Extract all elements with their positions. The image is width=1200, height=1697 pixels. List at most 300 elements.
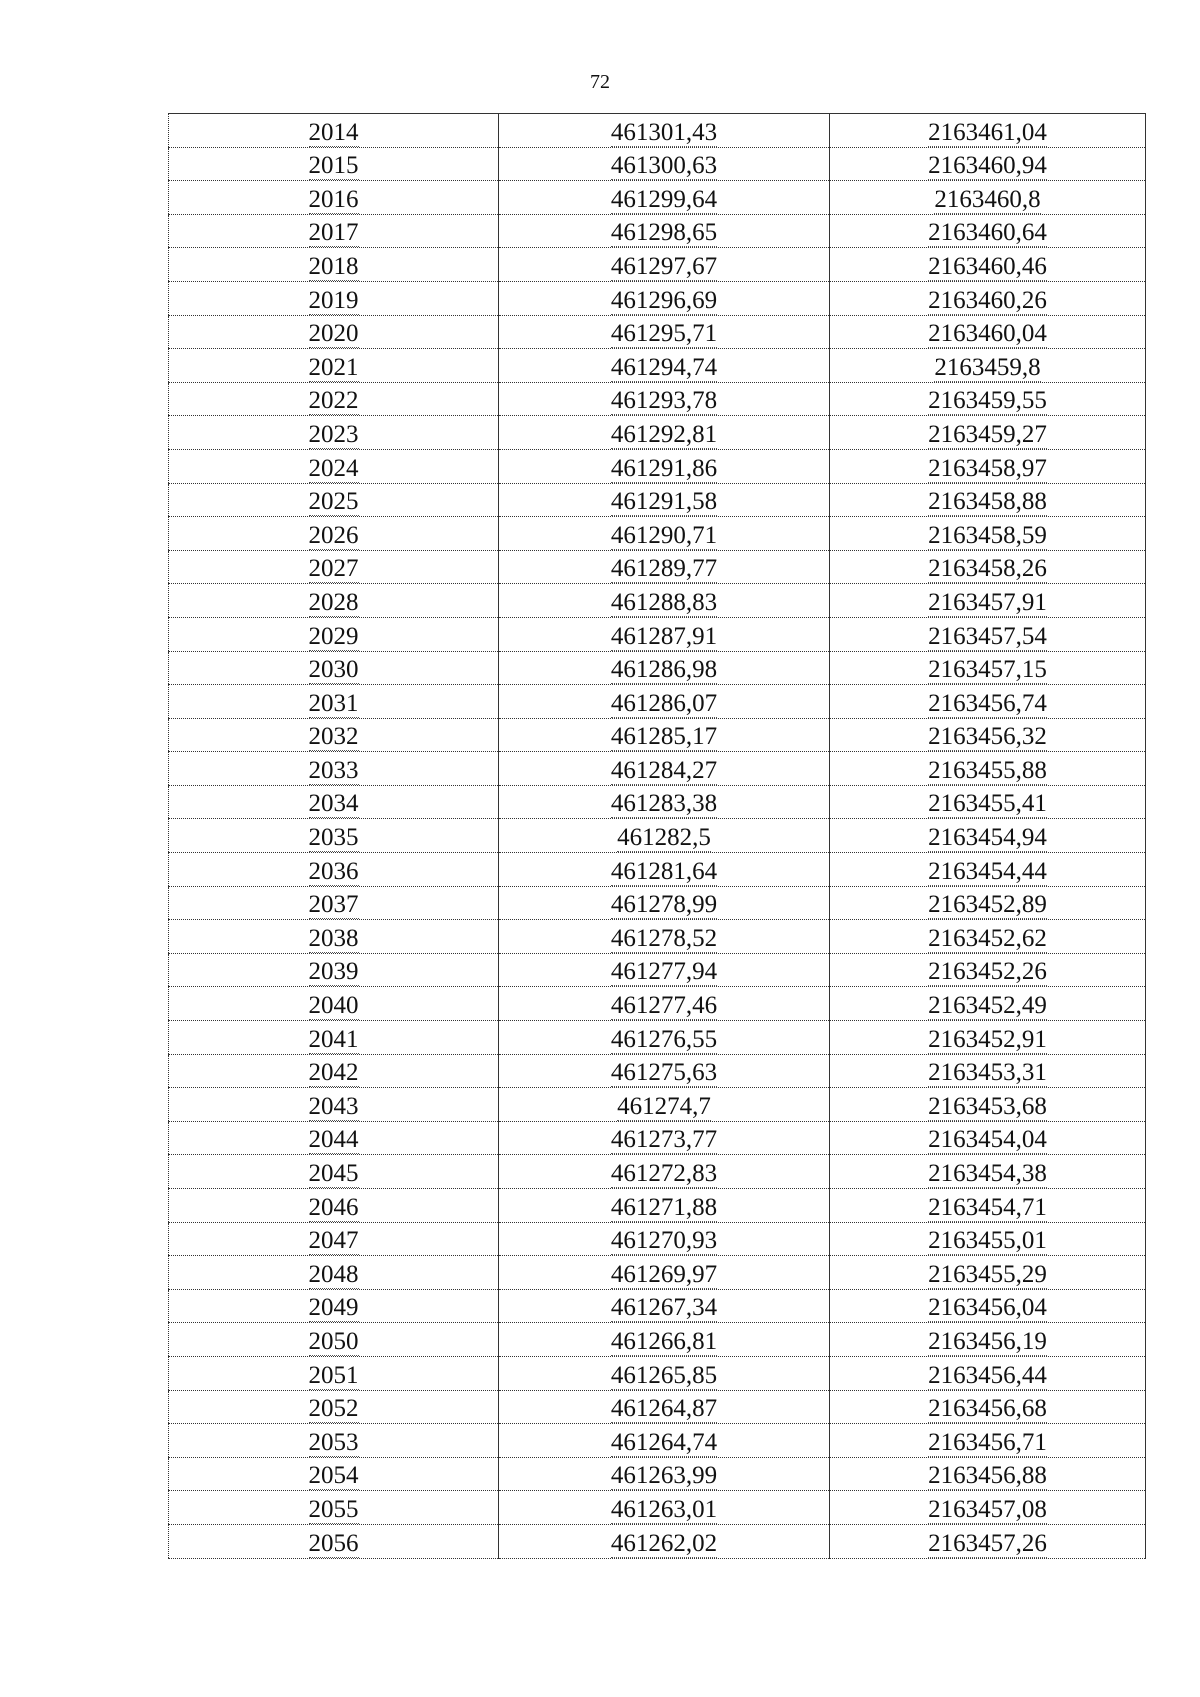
x-coordinate-cell xyxy=(499,214,830,248)
point-number-text: 2043 xyxy=(308,1092,359,1120)
y-coordinate-text: 2163453,31 xyxy=(928,1059,1047,1087)
point-number-text: 2014 xyxy=(308,118,359,146)
y-coordinate-cell xyxy=(830,584,1146,618)
y-coordinate-cell xyxy=(830,1054,1146,1088)
y-coordinate-cell xyxy=(830,953,1146,987)
table-row xyxy=(169,785,1146,819)
table-row xyxy=(169,1323,1146,1357)
x-coordinate-text: 461290,71 xyxy=(610,521,718,549)
point-number-text: 2031 xyxy=(308,689,359,717)
x-coordinate-text: 461300,63 xyxy=(610,152,718,180)
x-coordinate-text: 461274,7 xyxy=(617,1092,711,1120)
x-coordinate-cell xyxy=(499,953,830,987)
point-number-text: 2045 xyxy=(308,1160,359,1187)
point-number-cell xyxy=(169,1289,499,1323)
point-number-text: 2025 xyxy=(308,488,359,516)
y-coordinate-text: 2163455,01 xyxy=(928,1227,1047,1255)
y-coordinate-cell xyxy=(830,785,1146,819)
y-coordinate-text: 2163460,8 xyxy=(934,185,1041,213)
x-coordinate-text: 461277,46 xyxy=(610,992,718,1020)
y-coordinate-cell xyxy=(830,1121,1146,1155)
x-coordinate-cell xyxy=(499,718,830,752)
x-coordinate-cell xyxy=(499,920,830,954)
point-number-cell xyxy=(169,181,499,215)
x-coordinate-cell xyxy=(499,685,830,719)
table-row xyxy=(169,617,1146,651)
x-coordinate-text: 461265,85 xyxy=(610,1361,718,1389)
table-row xyxy=(169,718,1146,752)
y-coordinate-cell xyxy=(830,853,1146,887)
x-coordinate-cell xyxy=(499,987,830,1021)
table-row xyxy=(169,1390,1146,1424)
y-coordinate-text: 2163458,26 xyxy=(928,555,1047,583)
x-coordinate-text: 461270,93 xyxy=(610,1227,718,1255)
point-number-text: 2028 xyxy=(308,588,359,616)
x-coordinate-text: 461269,97 xyxy=(610,1260,718,1288)
x-coordinate-cell xyxy=(499,114,830,148)
y-coordinate-cell xyxy=(830,718,1146,752)
x-coordinate-text: 461282,5 xyxy=(617,824,711,852)
y-coordinate-text: 2163460,04 xyxy=(928,320,1047,348)
table-row xyxy=(169,1222,1146,1256)
x-coordinate-text: 461296,69 xyxy=(610,286,718,314)
x-coordinate-text: 461262,02 xyxy=(610,1529,718,1557)
point-number-text: 2056 xyxy=(308,1529,359,1557)
point-number-text: 2023 xyxy=(308,420,359,448)
y-coordinate-text: 2163458,88 xyxy=(928,488,1047,516)
point-number-text: 2024 xyxy=(308,454,359,482)
point-number-cell xyxy=(169,1121,499,1155)
y-coordinate-text: 2163457,26 xyxy=(928,1529,1047,1557)
table-row xyxy=(169,281,1146,315)
point-number-cell xyxy=(169,1524,499,1558)
table-row xyxy=(169,1424,1146,1458)
point-number-text: 2053 xyxy=(308,1428,359,1456)
x-coordinate-cell xyxy=(499,1189,830,1223)
table-row xyxy=(169,953,1146,987)
y-coordinate-text: 2163460,94 xyxy=(928,152,1047,180)
table-row xyxy=(169,181,1146,215)
y-coordinate-cell xyxy=(830,1021,1146,1055)
point-number-cell xyxy=(169,1390,499,1424)
y-coordinate-text: 2163452,26 xyxy=(928,958,1047,986)
y-coordinate-text: 2163456,68 xyxy=(928,1395,1047,1423)
y-coordinate-cell xyxy=(830,1323,1146,1357)
point-number-text: 2038 xyxy=(308,924,359,952)
x-coordinate-text: 461275,63 xyxy=(610,1059,718,1087)
y-coordinate-text: 2163454,94 xyxy=(928,824,1047,852)
y-coordinate-text: 2163457,15 xyxy=(928,656,1047,684)
y-coordinate-text: 2163460,26 xyxy=(928,286,1047,314)
y-coordinate-text: 2163457,08 xyxy=(928,1495,1047,1523)
point-number-text: 2030 xyxy=(308,656,359,684)
y-coordinate-text: 2163457,54 xyxy=(928,622,1047,650)
point-number-text: 2015 xyxy=(308,152,359,180)
x-coordinate-cell xyxy=(499,1524,830,1558)
point-number-cell xyxy=(169,349,499,383)
x-coordinate-cell xyxy=(499,449,830,483)
y-coordinate-text: 2163452,91 xyxy=(928,1025,1047,1053)
point-number-text: 2029 xyxy=(308,622,359,650)
point-number-text: 2042 xyxy=(308,1059,359,1087)
point-number-text: 2026 xyxy=(308,521,359,549)
y-coordinate-cell xyxy=(830,1491,1146,1525)
x-coordinate-text: 461293,78 xyxy=(610,387,718,415)
y-coordinate-cell xyxy=(830,1524,1146,1558)
y-coordinate-text: 2163454,44 xyxy=(928,857,1047,885)
y-coordinate-text: 2163456,04 xyxy=(928,1294,1047,1322)
table-row xyxy=(169,920,1146,954)
y-coordinate-text: 2163453,68 xyxy=(928,1092,1047,1120)
y-coordinate-cell xyxy=(830,147,1146,181)
y-coordinate-cell xyxy=(830,617,1146,651)
point-number-cell xyxy=(169,1222,499,1256)
y-coordinate-text: 2163452,49 xyxy=(928,992,1047,1020)
x-coordinate-cell xyxy=(499,617,830,651)
y-coordinate-cell xyxy=(830,315,1146,349)
x-coordinate-cell xyxy=(499,1256,830,1290)
page-number: 72 xyxy=(590,71,610,93)
point-number-text: 2017 xyxy=(308,219,359,247)
point-number-text: 2054 xyxy=(308,1462,359,1490)
y-coordinate-text: 2163455,41 xyxy=(928,790,1047,818)
point-number-text: 2055 xyxy=(308,1495,359,1523)
point-number-cell xyxy=(169,584,499,618)
x-coordinate-cell xyxy=(499,1457,830,1491)
point-number-cell xyxy=(169,1256,499,1290)
y-coordinate-cell xyxy=(830,987,1146,1021)
point-number-cell xyxy=(169,1088,499,1122)
table-row xyxy=(169,752,1146,786)
y-coordinate-cell xyxy=(830,1356,1146,1390)
point-number-text: 2027 xyxy=(308,555,359,583)
y-coordinate-cell xyxy=(830,248,1146,282)
x-coordinate-text: 461294,74 xyxy=(610,353,718,381)
point-number-text: 2048 xyxy=(308,1260,359,1288)
point-number-cell xyxy=(169,1457,499,1491)
table-row xyxy=(169,1256,1146,1290)
point-number-cell xyxy=(169,987,499,1021)
x-coordinate-cell xyxy=(499,382,830,416)
point-number-cell xyxy=(169,1021,499,1055)
x-coordinate-text: 461281,64 xyxy=(610,857,718,885)
point-number-text: 2021 xyxy=(308,353,359,381)
y-coordinate-text: 2163455,88 xyxy=(928,756,1047,784)
point-number-text: 2044 xyxy=(308,1126,359,1154)
table-row xyxy=(169,1491,1146,1525)
x-coordinate-text: 461287,91 xyxy=(610,622,718,650)
point-number-cell xyxy=(169,718,499,752)
table-row xyxy=(169,147,1146,181)
x-coordinate-text: 461272,83 xyxy=(610,1160,718,1187)
x-coordinate-cell xyxy=(499,147,830,181)
x-coordinate-text: 461285,17 xyxy=(610,723,718,751)
x-coordinate-cell xyxy=(499,1356,830,1390)
y-coordinate-text: 2163456,32 xyxy=(928,723,1047,751)
x-coordinate-text: 461295,71 xyxy=(610,320,718,348)
table-row xyxy=(169,1155,1146,1189)
point-number-text: 2034 xyxy=(308,790,359,818)
y-coordinate-text: 2163460,64 xyxy=(928,219,1047,247)
x-coordinate-cell xyxy=(499,281,830,315)
x-coordinate-text: 461263,01 xyxy=(610,1495,718,1523)
y-coordinate-text: 2163459,8 xyxy=(934,353,1041,381)
x-coordinate-cell xyxy=(499,483,830,517)
table-row xyxy=(169,886,1146,920)
table-row xyxy=(169,315,1146,349)
table-row xyxy=(169,382,1146,416)
table-row xyxy=(169,987,1146,1021)
x-coordinate-cell xyxy=(499,1021,830,1055)
table-row xyxy=(169,449,1146,483)
table-row xyxy=(169,517,1146,551)
point-number-cell xyxy=(169,785,499,819)
table-row xyxy=(169,1121,1146,1155)
x-coordinate-text: 461271,88 xyxy=(610,1193,718,1221)
point-number-cell xyxy=(169,1491,499,1525)
coordinates-table xyxy=(168,113,1146,1559)
y-coordinate-text: 2163454,71 xyxy=(928,1193,1047,1221)
table-row xyxy=(169,416,1146,450)
x-coordinate-cell xyxy=(499,181,830,215)
table-row xyxy=(169,214,1146,248)
x-coordinate-cell xyxy=(499,315,830,349)
point-number-text: 2049 xyxy=(308,1294,359,1322)
y-coordinate-cell xyxy=(830,349,1146,383)
table-row xyxy=(169,550,1146,584)
point-number-cell xyxy=(169,1155,499,1189)
point-number-cell xyxy=(169,517,499,551)
x-coordinate-cell xyxy=(499,1323,830,1357)
point-number-cell xyxy=(169,483,499,517)
coordinates-table-body xyxy=(169,114,1146,1559)
x-coordinate-cell xyxy=(499,853,830,887)
y-coordinate-cell xyxy=(830,1390,1146,1424)
point-number-cell xyxy=(169,1356,499,1390)
point-number-cell xyxy=(169,1323,499,1357)
point-number-text: 2052 xyxy=(308,1395,359,1423)
y-coordinate-text: 2163452,62 xyxy=(928,924,1047,952)
table-row xyxy=(169,1457,1146,1491)
x-coordinate-text: 461264,74 xyxy=(610,1428,718,1456)
point-number-text: 2039 xyxy=(308,958,359,986)
y-coordinate-cell xyxy=(830,214,1146,248)
x-coordinate-cell xyxy=(499,1491,830,1525)
point-number-text: 2022 xyxy=(308,387,359,415)
table-row xyxy=(169,1356,1146,1390)
x-coordinate-cell xyxy=(499,349,830,383)
y-coordinate-text: 2163456,71 xyxy=(928,1428,1047,1456)
x-coordinate-cell xyxy=(499,1088,830,1122)
table-row xyxy=(169,651,1146,685)
point-number-text: 2036 xyxy=(308,857,359,885)
point-number-cell xyxy=(169,248,499,282)
x-coordinate-cell xyxy=(499,584,830,618)
x-coordinate-text: 461267,34 xyxy=(610,1294,718,1322)
y-coordinate-cell xyxy=(830,1189,1146,1223)
y-coordinate-text: 2163459,27 xyxy=(928,420,1047,448)
x-coordinate-text: 461289,77 xyxy=(610,555,718,583)
point-number-text: 2051 xyxy=(308,1361,359,1389)
y-coordinate-text: 2163456,19 xyxy=(928,1327,1047,1355)
point-number-cell xyxy=(169,920,499,954)
y-coordinate-cell xyxy=(830,416,1146,450)
point-number-text: 2046 xyxy=(308,1193,359,1221)
point-number-cell xyxy=(169,617,499,651)
x-coordinate-text: 461298,65 xyxy=(610,219,718,247)
y-coordinate-cell xyxy=(830,449,1146,483)
x-coordinate-cell xyxy=(499,1222,830,1256)
y-coordinate-cell xyxy=(830,114,1146,148)
table-row xyxy=(169,248,1146,282)
x-coordinate-cell xyxy=(499,550,830,584)
point-number-cell xyxy=(169,281,499,315)
x-coordinate-text: 461301,43 xyxy=(610,118,718,146)
y-coordinate-cell xyxy=(830,483,1146,517)
y-coordinate-cell xyxy=(830,1256,1146,1290)
y-coordinate-cell xyxy=(830,1457,1146,1491)
table-row xyxy=(169,584,1146,618)
y-coordinate-text: 2163458,59 xyxy=(928,521,1047,549)
x-coordinate-cell xyxy=(499,1121,830,1155)
x-coordinate-text: 461284,27 xyxy=(610,756,718,784)
point-number-cell xyxy=(169,382,499,416)
table-row xyxy=(169,349,1146,383)
point-number-text: 2020 xyxy=(308,320,359,348)
point-number-cell xyxy=(169,886,499,920)
y-coordinate-cell xyxy=(830,382,1146,416)
point-number-text: 2050 xyxy=(308,1327,359,1355)
y-coordinate-cell xyxy=(830,517,1146,551)
point-number-text: 2018 xyxy=(308,252,359,280)
table-row xyxy=(169,1524,1146,1558)
point-number-cell xyxy=(169,550,499,584)
table-row xyxy=(169,1021,1146,1055)
table-row xyxy=(169,114,1146,148)
y-coordinate-cell xyxy=(830,1222,1146,1256)
table-row xyxy=(169,1054,1146,1088)
table-row xyxy=(169,1189,1146,1223)
y-coordinate-text: 2163455,29 xyxy=(928,1260,1047,1288)
point-number-cell xyxy=(169,651,499,685)
y-coordinate-cell xyxy=(830,1424,1146,1458)
x-coordinate-cell xyxy=(499,1424,830,1458)
x-coordinate-cell xyxy=(499,517,830,551)
x-coordinate-text: 461288,83 xyxy=(610,588,718,616)
point-number-cell xyxy=(169,1424,499,1458)
x-coordinate-cell xyxy=(499,651,830,685)
point-number-cell xyxy=(169,953,499,987)
point-number-text: 2016 xyxy=(308,185,359,213)
y-coordinate-text: 2163452,89 xyxy=(928,891,1047,919)
x-coordinate-text: 461266,81 xyxy=(610,1327,718,1355)
point-number-cell xyxy=(169,214,499,248)
table-row xyxy=(169,1088,1146,1122)
point-number-cell xyxy=(169,449,499,483)
x-coordinate-cell xyxy=(499,785,830,819)
y-coordinate-text: 2163454,04 xyxy=(928,1126,1047,1154)
table-row xyxy=(169,483,1146,517)
point-number-cell xyxy=(169,315,499,349)
x-coordinate-text: 461263,99 xyxy=(610,1462,718,1490)
y-coordinate-cell xyxy=(830,819,1146,853)
table-row xyxy=(169,819,1146,853)
point-number-cell xyxy=(169,819,499,853)
y-coordinate-cell xyxy=(830,1289,1146,1323)
x-coordinate-text: 461283,38 xyxy=(610,790,718,818)
y-coordinate-text: 2163456,88 xyxy=(928,1462,1047,1490)
point-number-text: 2047 xyxy=(308,1227,359,1255)
point-number-cell xyxy=(169,114,499,148)
point-number-cell xyxy=(169,416,499,450)
x-coordinate-text: 461299,64 xyxy=(610,185,718,213)
x-coordinate-cell xyxy=(499,1289,830,1323)
point-number-cell xyxy=(169,685,499,719)
x-coordinate-text: 461291,58 xyxy=(610,488,718,516)
point-number-cell xyxy=(169,752,499,786)
x-coordinate-cell xyxy=(499,1155,830,1189)
point-number-cell xyxy=(169,853,499,887)
y-coordinate-text: 2163454,38 xyxy=(928,1160,1047,1187)
point-number-text: 2033 xyxy=(308,756,359,784)
point-number-text: 2037 xyxy=(308,891,359,919)
y-coordinate-cell xyxy=(830,685,1146,719)
x-coordinate-cell xyxy=(499,416,830,450)
table-row xyxy=(169,685,1146,719)
y-coordinate-text: 2163458,97 xyxy=(928,454,1047,482)
y-coordinate-cell xyxy=(830,1088,1146,1122)
x-coordinate-cell xyxy=(499,1390,830,1424)
point-number-text: 2032 xyxy=(308,723,359,751)
x-coordinate-text: 461277,94 xyxy=(610,958,718,986)
x-coordinate-text: 461286,07 xyxy=(610,689,718,717)
point-number-cell xyxy=(169,1189,499,1223)
x-coordinate-text: 461286,98 xyxy=(610,656,718,684)
x-coordinate-text: 461297,67 xyxy=(610,252,718,280)
y-coordinate-text: 2163457,91 xyxy=(928,588,1047,616)
point-number-text: 2019 xyxy=(308,286,359,314)
y-coordinate-cell xyxy=(830,181,1146,215)
point-number-text: 2040 xyxy=(308,992,359,1020)
y-coordinate-text: 2163461,04 xyxy=(928,118,1047,146)
y-coordinate-cell xyxy=(830,920,1146,954)
x-coordinate-text: 461291,86 xyxy=(610,454,718,482)
y-coordinate-cell xyxy=(830,752,1146,786)
point-number-text: 2041 xyxy=(308,1025,359,1053)
y-coordinate-cell xyxy=(830,281,1146,315)
x-coordinate-text: 461264,87 xyxy=(610,1395,718,1423)
point-number-cell xyxy=(169,147,499,181)
y-coordinate-cell xyxy=(830,550,1146,584)
x-coordinate-text: 461273,77 xyxy=(610,1126,718,1154)
y-coordinate-text: 2163460,46 xyxy=(928,252,1047,280)
x-coordinate-cell xyxy=(499,1054,830,1088)
table-row xyxy=(169,853,1146,887)
x-coordinate-cell xyxy=(499,886,830,920)
table-row xyxy=(169,1289,1146,1323)
y-coordinate-cell xyxy=(830,651,1146,685)
y-coordinate-text: 2163459,55 xyxy=(928,387,1047,415)
y-coordinate-cell xyxy=(830,886,1146,920)
y-coordinate-text: 2163456,74 xyxy=(928,689,1047,717)
x-coordinate-text: 461292,81 xyxy=(610,420,718,448)
point-number-cell xyxy=(169,1054,499,1088)
point-number-text: 2035 xyxy=(308,824,359,852)
x-coordinate-text: 461278,52 xyxy=(610,924,718,952)
x-coordinate-text: 461276,55 xyxy=(610,1025,718,1053)
x-coordinate-cell xyxy=(499,752,830,786)
x-coordinate-cell xyxy=(499,248,830,282)
